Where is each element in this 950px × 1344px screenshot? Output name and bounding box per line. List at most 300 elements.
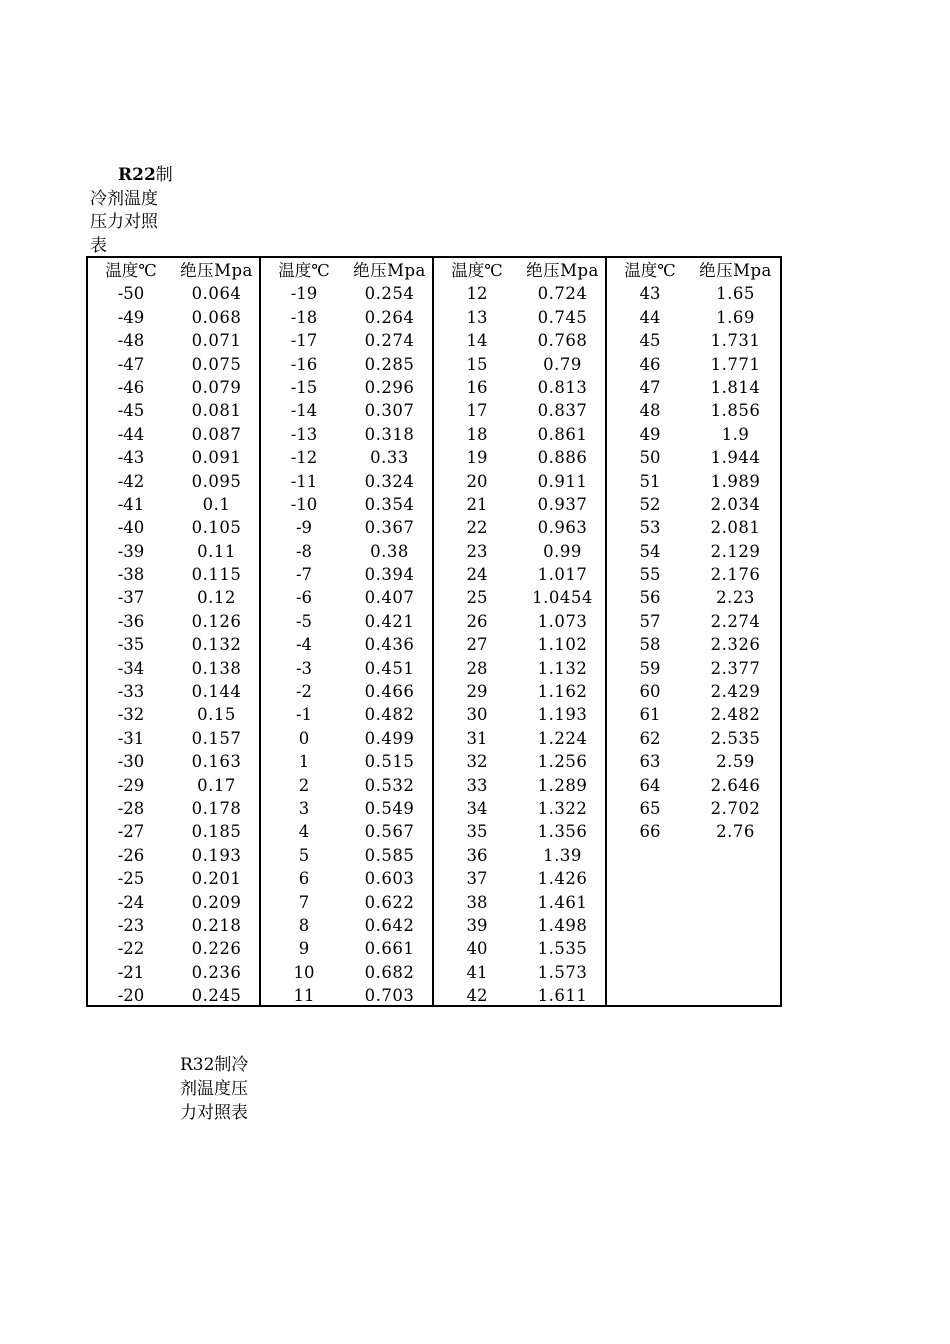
table-row: [261, 563, 432, 586]
pressure-cell: 0.163: [191, 752, 242, 772]
pressure-cell: 0.466: [364, 682, 415, 702]
temperature-cell: -50: [117, 284, 145, 304]
pressure-cell: 0.081: [191, 401, 242, 421]
temperature-cell: 47: [639, 377, 661, 397]
pressure-cell: 0.354: [364, 494, 415, 514]
pressure-cell: 0.38: [370, 541, 409, 561]
pressure-cell: 2.482: [710, 705, 761, 725]
pressure-cell: 0.064: [191, 284, 242, 304]
table-row: [88, 891, 259, 914]
table-row: [88, 984, 259, 1007]
table-row: [607, 797, 780, 820]
temperature-cell: 1: [298, 752, 310, 772]
temperature-cell: -42: [117, 471, 145, 491]
temperature-cell: 26: [466, 611, 488, 631]
r22-title-line3: 压力对照: [90, 212, 158, 232]
pressure-cell: 1.535: [537, 939, 588, 959]
temperature-cell: 46: [639, 354, 661, 374]
temperature-cell: 55: [639, 565, 661, 585]
table-row: [261, 610, 432, 633]
table-row: [434, 353, 605, 376]
temperature-cell: -24: [117, 892, 145, 912]
pressure-cell: 2.59: [716, 752, 755, 772]
pressure-cell: 1.102: [537, 635, 588, 655]
table-row: [261, 329, 432, 352]
temperature-cell: 37: [466, 869, 488, 889]
temperature-cell: 20: [466, 471, 488, 491]
pressure-cell: 0.218: [191, 915, 242, 935]
table-row: [88, 820, 259, 843]
temperature-cell: -48: [117, 331, 145, 351]
temperature-cell: 38: [466, 892, 488, 912]
r22-title-rest: 制: [155, 165, 173, 185]
temperature-cell: 3: [298, 798, 310, 818]
temperature-cell: 17: [466, 401, 488, 421]
table-row: [88, 750, 259, 773]
pressure-cell: 0.768: [537, 331, 588, 351]
table-row: [434, 399, 605, 422]
table-row: [607, 399, 780, 422]
pressure-cell: 2.129: [710, 541, 761, 561]
pressure-cell: 0.095: [191, 471, 242, 491]
table-row: [88, 282, 259, 305]
table-row: [434, 657, 605, 680]
temperature-cell: 41: [466, 962, 488, 982]
pressure-cell: 0.068: [191, 307, 242, 327]
temperature-cell: -11: [290, 471, 318, 491]
pressure-cell: 0.99: [543, 541, 582, 561]
table-row: [434, 797, 605, 820]
table-row: [434, 867, 605, 890]
table-row: [607, 493, 780, 516]
temperature-cell: -6: [295, 588, 313, 608]
temperature-cell: -9: [295, 518, 313, 538]
pressure-cell: 1.461: [537, 892, 588, 912]
temperature-cell: 36: [466, 845, 488, 865]
pressure-cell: 2.429: [710, 682, 761, 702]
table-row: [261, 680, 432, 703]
r32-title-line1: R32制冷: [180, 1055, 249, 1075]
pressure-cell: 0.178: [191, 798, 242, 818]
temperature-cell: -4: [295, 635, 313, 655]
pressure-cell: 0.126: [191, 611, 242, 631]
table-row: [607, 680, 780, 703]
table-row: [434, 633, 605, 656]
table-row: [607, 703, 780, 726]
table-row: [261, 657, 432, 680]
table-row: [434, 306, 605, 329]
temperature-cell: -7: [295, 565, 313, 585]
temperature-cell: 19: [466, 448, 488, 468]
pressure-cell: 2.377: [710, 658, 761, 678]
temperature-cell: -20: [117, 986, 145, 1006]
table-row: [607, 610, 780, 633]
r32-title-line3: 力对照表: [180, 1103, 248, 1123]
temperature-cell: -32: [117, 705, 145, 725]
table-row: [607, 423, 780, 446]
pressure-cell: 0.1: [202, 494, 231, 514]
table-row: [88, 774, 259, 797]
pressure-cell: 0.886: [537, 448, 588, 468]
pressure-cell: 0.15: [197, 705, 236, 725]
pressure-cell: 0.226: [191, 939, 242, 959]
pressure-cell: 0.132: [191, 635, 242, 655]
temperature-cell: 14: [466, 331, 488, 351]
table-row: [434, 961, 605, 984]
pressure-cell: 0.236: [191, 962, 242, 982]
table-row: [88, 540, 259, 563]
pressure-cell: 0.642: [364, 915, 415, 935]
temperature-cell: -26: [117, 845, 145, 865]
temperature-cell: 24: [466, 565, 488, 585]
table-row: [261, 797, 432, 820]
temperature-cell: -37: [117, 588, 145, 608]
header-row: [261, 259, 432, 282]
r32-table-title: [180, 1053, 270, 1125]
table-row: [434, 563, 605, 586]
table-row: [88, 797, 259, 820]
table-row: [607, 750, 780, 773]
pressure-cell: 0.115: [191, 565, 242, 585]
temperature-cell: -40: [117, 518, 145, 538]
table-row: [434, 891, 605, 914]
pressure-cell: 0.264: [364, 307, 415, 327]
temperature-cell: 52: [639, 494, 661, 514]
pressure-cell: 1.771: [710, 354, 761, 374]
pressure-cell: 0.515: [364, 752, 415, 772]
pressure-cell: 1.073: [537, 611, 588, 631]
temperature-cell: -1: [295, 705, 313, 725]
table-row: [261, 774, 432, 797]
pressure-cell: 2.702: [710, 798, 761, 818]
table-row: [434, 727, 605, 750]
table-row: [88, 937, 259, 960]
table-row: [434, 680, 605, 703]
pressure-cell: 0.087: [191, 424, 242, 444]
pressure-cell: 1.256: [537, 752, 588, 772]
temperature-cell: 11: [293, 986, 315, 1006]
table-row: [88, 493, 259, 516]
temperature-cell: 43: [639, 284, 661, 304]
pressure-cell: 0.274: [364, 331, 415, 351]
pressure-cell: 2.274: [710, 611, 761, 631]
temperature-cell: 7: [298, 892, 310, 912]
temperature-cell: 5: [298, 845, 310, 865]
pressure-cell: 0.12: [197, 588, 236, 608]
temperature-cell: -46: [117, 377, 145, 397]
temperature-cell: 35: [466, 822, 488, 842]
header-temperature: 温度℃: [624, 261, 676, 280]
pressure-cell: 0.157: [191, 728, 242, 748]
temperature-cell: 39: [466, 915, 488, 935]
pressure-cell: 0.079: [191, 377, 242, 397]
table-row: [434, 376, 605, 399]
pressure-cell: 2.034: [710, 494, 761, 514]
table-row: [434, 282, 605, 305]
temperature-cell: 29: [466, 682, 488, 702]
pressure-cell: 2.176: [710, 565, 761, 585]
header-pressure: 绝压Mpa: [699, 261, 772, 280]
temperature-cell: -43: [117, 448, 145, 468]
temperature-cell: 50: [639, 448, 661, 468]
pressure-cell: 0.682: [364, 962, 415, 982]
pressure-cell: 1.39: [543, 845, 582, 865]
pressure-cell: 0.296: [364, 377, 415, 397]
table-row: [261, 914, 432, 937]
table-row: [88, 563, 259, 586]
table-row: [88, 399, 259, 422]
column-group-3: [434, 258, 607, 1005]
pressure-cell: 0.285: [364, 354, 415, 374]
table-row: [434, 844, 605, 867]
pressure-cell: 0.17: [197, 775, 236, 795]
table-row: [261, 844, 432, 867]
temperature-cell: -47: [117, 354, 145, 374]
table-row: [607, 282, 780, 305]
temperature-cell: 40: [466, 939, 488, 959]
temperature-cell: 10: [293, 962, 315, 982]
pressure-cell: 1.289: [537, 775, 588, 795]
temperature-cell: -23: [117, 915, 145, 935]
pressure-cell: 1.426: [537, 869, 588, 889]
temperature-cell: 45: [639, 331, 661, 351]
table-row: [88, 657, 259, 680]
temperature-cell: 6: [298, 869, 310, 889]
table-row: [434, 750, 605, 773]
temperature-cell: 61: [639, 705, 661, 725]
pressure-cell: 1.9: [721, 424, 750, 444]
pressure-cell: 0.201: [191, 869, 242, 889]
pressure-cell: 1.989: [710, 471, 761, 491]
header-pressure: 绝压Mpa: [180, 261, 253, 280]
table-row: [607, 633, 780, 656]
pressure-cell: 0.937: [537, 494, 588, 514]
pressure-cell: 0.075: [191, 354, 242, 374]
table-row: [261, 703, 432, 726]
temperature-cell: 8: [298, 915, 310, 935]
table-row: [88, 423, 259, 446]
temperature-cell: 16: [466, 377, 488, 397]
temperature-cell: 23: [466, 541, 488, 561]
pressure-cell: 0.11: [197, 541, 236, 561]
pressure-cell: 1.814: [710, 377, 761, 397]
temperature-cell: -8: [295, 541, 313, 561]
pressure-cell: 0.79: [543, 354, 582, 374]
pressure-temperature-table: [86, 256, 782, 1007]
r22-table-title: [90, 164, 180, 258]
temperature-cell: -41: [117, 494, 145, 514]
table-row: [434, 516, 605, 539]
table-row: [261, 516, 432, 539]
pressure-cell: 2.23: [716, 588, 755, 608]
table-row: [607, 586, 780, 609]
table-row: [261, 376, 432, 399]
pressure-cell: 0.549: [364, 798, 415, 818]
pressure-cell: 0.209: [191, 892, 242, 912]
pressure-cell: 0.185: [191, 822, 242, 842]
temperature-cell: 21: [466, 494, 488, 514]
header-temperature: 温度℃: [105, 261, 157, 280]
table-row: [88, 844, 259, 867]
temperature-cell: -28: [117, 798, 145, 818]
table-row: [607, 727, 780, 750]
table-row: [261, 891, 432, 914]
table-row: [607, 306, 780, 329]
header-row: [434, 259, 605, 282]
column-group-4: [607, 258, 780, 1005]
temperature-cell: 22: [466, 518, 488, 538]
table-row: [261, 399, 432, 422]
pressure-cell: 0.567: [364, 822, 415, 842]
temperature-cell: 57: [639, 611, 661, 631]
temperature-cell: -45: [117, 401, 145, 421]
temperature-cell: 28: [466, 658, 488, 678]
pressure-cell: 0.963: [537, 518, 588, 538]
header-pressure: 绝压Mpa: [353, 261, 426, 280]
temperature-cell: -17: [290, 331, 318, 351]
pressure-cell: 2.535: [710, 728, 761, 748]
temperature-cell: -14: [290, 401, 318, 421]
table-row: [261, 937, 432, 960]
temperature-cell: 18: [466, 424, 488, 444]
table-row: [434, 586, 605, 609]
table-row: [261, 586, 432, 609]
table-row: [434, 423, 605, 446]
temperature-cell: 13: [466, 307, 488, 327]
table-row: [88, 329, 259, 352]
table-row: [88, 961, 259, 984]
table-row: [261, 306, 432, 329]
pressure-cell: 0.144: [191, 682, 242, 702]
table-row: [88, 306, 259, 329]
pressure-cell: 0.451: [364, 658, 415, 678]
temperature-cell: 34: [466, 798, 488, 818]
pressure-cell: 1.0454: [532, 588, 593, 608]
pressure-cell: 0.318: [364, 424, 415, 444]
temperature-cell: -13: [290, 424, 318, 444]
pressure-cell: 0.745: [537, 307, 588, 327]
pressure-cell: 0.837: [537, 401, 588, 421]
table-row: [607, 563, 780, 586]
pressure-cell: 1.573: [537, 962, 588, 982]
temperature-cell: -36: [117, 611, 145, 631]
temperature-cell: -35: [117, 635, 145, 655]
pressure-cell: 1.65: [716, 284, 755, 304]
pressure-cell: 0.138: [191, 658, 242, 678]
header-row: [607, 259, 780, 282]
table-row: [261, 820, 432, 843]
pressure-cell: 2.081: [710, 518, 761, 538]
r22-title-line2: 冷剂温度: [90, 188, 158, 209]
pressure-cell: 0.071: [191, 331, 242, 351]
pressure-cell: 1.162: [537, 682, 588, 702]
pressure-cell: 2.76: [716, 822, 755, 842]
temperature-cell: -22: [117, 939, 145, 959]
temperature-cell: 58: [639, 635, 661, 655]
temperature-cell: -5: [295, 611, 313, 631]
table-row: [88, 446, 259, 469]
pressure-cell: 2.646: [710, 775, 761, 795]
pressure-cell: 1.322: [537, 798, 588, 818]
temperature-cell: 4: [298, 822, 310, 842]
pressure-cell: 1.69: [716, 307, 755, 327]
pressure-cell: 0.33: [370, 448, 409, 468]
temperature-cell: -33: [117, 682, 145, 702]
pressure-cell: 0.245: [191, 986, 242, 1006]
temperature-cell: -44: [117, 424, 145, 444]
temperature-cell: -31: [117, 728, 145, 748]
temperature-cell: -39: [117, 541, 145, 561]
temperature-cell: 30: [466, 705, 488, 725]
temperature-cell: 33: [466, 775, 488, 795]
table-row: [434, 914, 605, 937]
table-row: [434, 446, 605, 469]
temperature-cell: 12: [466, 284, 488, 304]
pressure-cell: 0.661: [364, 939, 415, 959]
temperature-cell: 31: [466, 728, 488, 748]
pressure-cell: 0.622: [364, 892, 415, 912]
pressure-cell: 1.017: [537, 565, 588, 585]
header-pressure: 绝压Mpa: [526, 261, 599, 280]
table-row: [607, 820, 780, 843]
pressure-cell: 0.324: [364, 471, 415, 491]
pressure-cell: 1.731: [710, 331, 761, 351]
temperature-cell: -21: [117, 962, 145, 982]
table-row: [607, 657, 780, 680]
pressure-cell: 0.499: [364, 728, 415, 748]
table-row: [88, 353, 259, 376]
table-row: [88, 610, 259, 633]
pressure-cell: 1.356: [537, 822, 588, 842]
table-row: [607, 353, 780, 376]
temperature-cell: -27: [117, 822, 145, 842]
temperature-cell: -3: [295, 658, 313, 678]
table-row: [607, 774, 780, 797]
temperature-cell: 0: [298, 728, 310, 748]
pressure-cell: 0.307: [364, 401, 415, 421]
temperature-cell: 53: [639, 518, 661, 538]
temperature-cell: 54: [639, 541, 661, 561]
pressure-cell: 0.861: [537, 424, 588, 444]
temperature-cell: 25: [466, 588, 488, 608]
temperature-cell: 63: [639, 752, 661, 772]
header-temperature: 温度℃: [278, 261, 330, 280]
table-row: [88, 680, 259, 703]
temperature-cell: -29: [117, 775, 145, 795]
column-group-2: [261, 258, 434, 1005]
table-row: [261, 961, 432, 984]
pressure-cell: 0.105: [191, 518, 242, 538]
temperature-cell: 60: [639, 682, 661, 702]
r32-title-line2: 剂温度压: [180, 1079, 248, 1099]
table-row: [607, 329, 780, 352]
temperature-cell: -16: [290, 354, 318, 374]
temperature-cell: 49: [639, 424, 661, 444]
temperature-cell: 59: [639, 658, 661, 678]
table-row: [261, 867, 432, 890]
pressure-cell: 0.367: [364, 518, 415, 538]
pressure-cell: 0.193: [191, 845, 242, 865]
temperature-cell: -10: [290, 494, 318, 514]
table-row: [434, 984, 605, 1007]
temperature-cell: 9: [298, 939, 310, 959]
temperature-cell: 56: [639, 588, 661, 608]
header-temperature: 温度℃: [451, 261, 503, 280]
pressure-cell: 0.091: [191, 448, 242, 468]
temperature-cell: 65: [639, 798, 661, 818]
pressure-cell: 1.132: [537, 658, 588, 678]
temperature-cell: 2: [298, 775, 310, 795]
